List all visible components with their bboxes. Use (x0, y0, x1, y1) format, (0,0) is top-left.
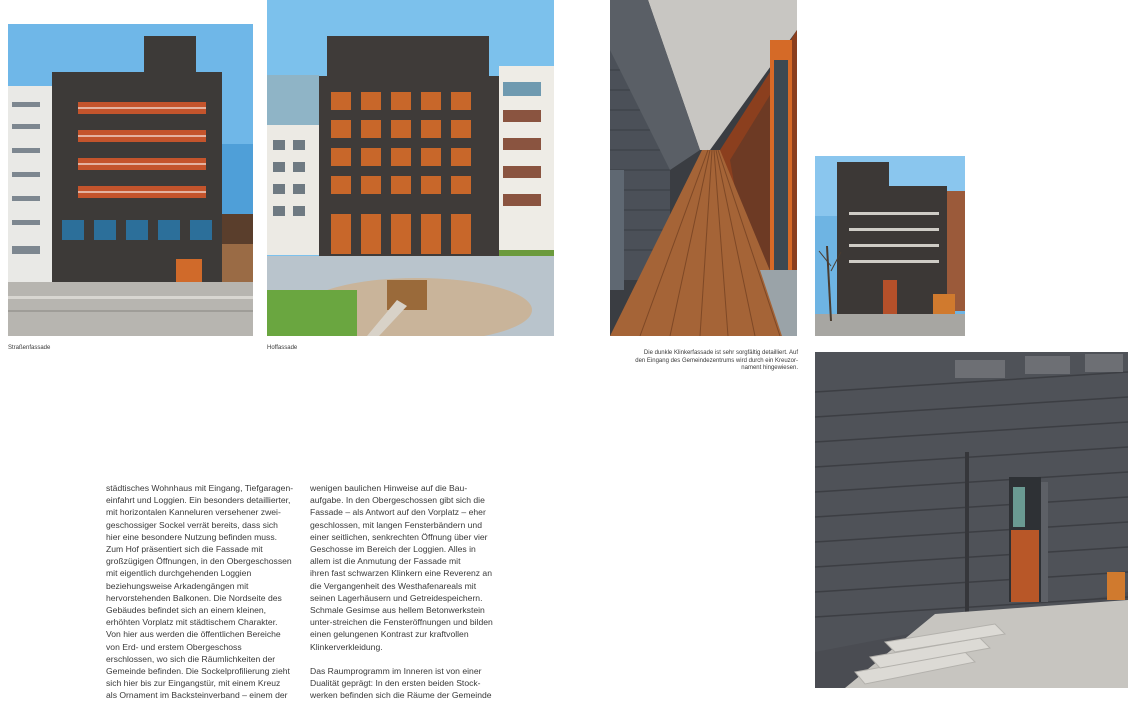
body-paragraph: Das Raumprogramm im Inneren ist von einer Dualität geprägt: In den ersten beiden Stock- werken befinden sich die Räume der Gemeinde (310, 665, 492, 701)
courtyard-facade-photo (267, 0, 554, 336)
street-facade-photo (8, 24, 253, 336)
body-text-column-2 (310, 482, 510, 713)
caption-detail: Die dunkle Klinkerfassade ist sehr sorgfältig detailliert. Auf den Eingang des Gemeindezentrums wird durch ein Kreuzor- nament hingewiesen. (635, 350, 798, 371)
body-paragraph: städtisches Wohnhaus mit Eingang, Tiefgaragen- einfahrt und Loggien. Ein besonders detaillierter, mit horizontalen Kanneluren versehener zwei- geschossiger Sockel verrät bereits, dass sich hier eine besondere Nutzung befinden muss. Zum Hof präsentiert sich die Fassade mit großzügigen Öffnungen, in den Obergeschossen mit eigentlich durchgehenden Loggien beziehungsweise Arkadengängen mit hervorstehenden Balkonen. Die Nordseite des Gebäudes befindet sich an einem kleinen, erhöhten Vorplatz mit städtischem Charakter. Von hier aus werden die öffentlichen Bereiche von Erd- und erstem Obergeschoss erschlossen, wo sich die Räumlichkeiten der Gemeinde befinden. Die Sockelprofilierung zieht sich hier bis zur Eingangstür, mit einem Kreuz als Ornament im Backsteinverband – einem der (106, 483, 294, 701)
caption-street-facade: Straßenfassade (8, 345, 51, 351)
north-corner-photo (815, 156, 965, 336)
entrance-detail-photo (815, 352, 1128, 688)
loggia-walkway-photo (610, 0, 797, 336)
body-text-column-1 (106, 482, 306, 714)
body-paragraph: wenigen baulichen Hinweise auf die Bau- aufgabe. In den Obergeschossen gibt sich die Fassade – als Antwort auf den Vorplatz – eher geschlossen, mit langen Fensterbändern und einer seitlichen, senkrechten Öffnung über vier Geschosse im Bereich der Loggien. Alles in allem ist die Anmutung der Fassade mit ihren fast schwarzen Klinkern eine Reverenz an die Vergangenheit des Westhafenareals mit seinen Lagerhäusern und Getreidespeichern. Schmale Gesimse aus hellem Betonwerkstein unter-streichen die Fensteröffnungen und bilden einen gelungenen Kontrast zur kraftvollen Klinkerverkleidung. (310, 483, 493, 652)
caption-courtyard-facade: Hoffassade (267, 345, 298, 351)
